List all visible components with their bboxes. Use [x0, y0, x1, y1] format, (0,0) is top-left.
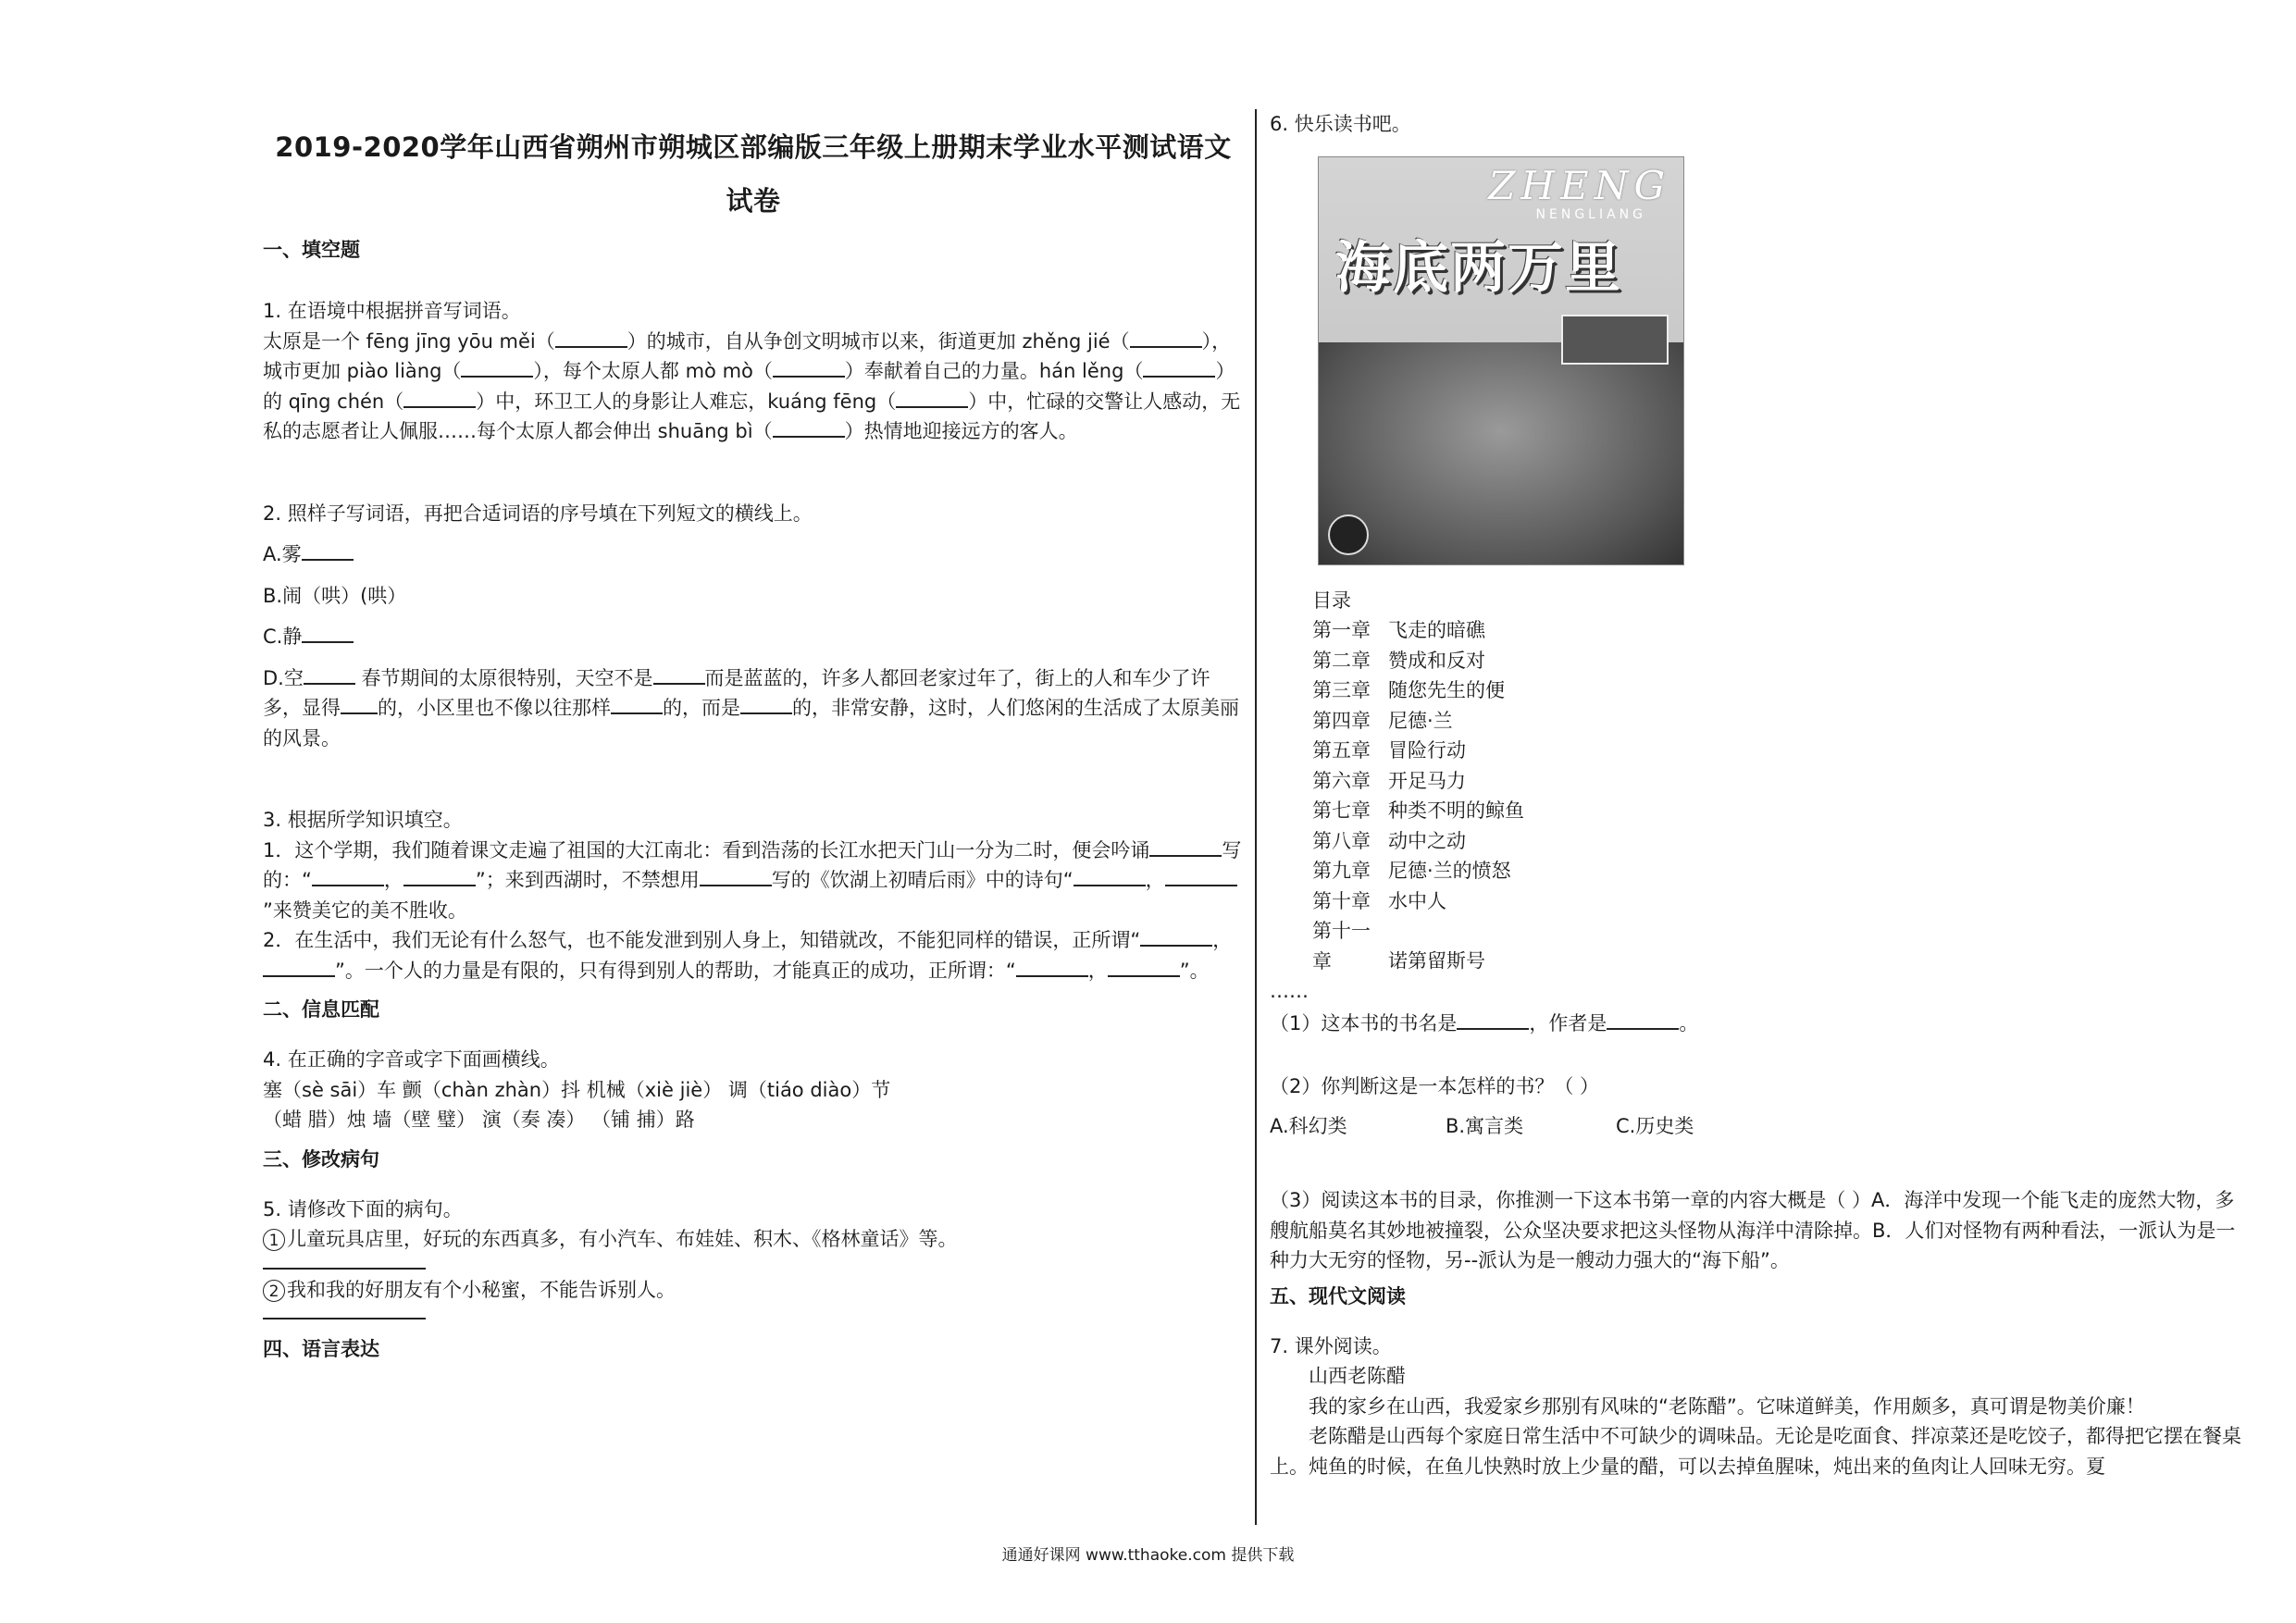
answer-blank[interactable] [1140, 928, 1212, 947]
q1-text: ），每个太原人都 mò mò（ [533, 360, 773, 382]
q3-stem: 3. 根据所学知识填空。 [263, 809, 463, 831]
toc-item [1312, 916, 2251, 976]
option-b[interactable]: B.寓言类 [1446, 1114, 1524, 1137]
answer-blank[interactable] [1149, 838, 1222, 857]
toc-item [1312, 646, 2251, 676]
q5-sentence-1 [263, 1224, 1244, 1255]
chapter-name: 尼德·兰 [1388, 709, 1453, 732]
answer-blank[interactable] [740, 696, 792, 714]
answer-blank[interactable] [1457, 1011, 1529, 1030]
right-column [1270, 109, 2251, 1481]
option-c[interactable]: C.历史类 [1616, 1114, 1694, 1137]
chapter-name: 随您先生的便 [1388, 679, 1505, 701]
q5-text: 我和我的好朋友有个小秘蜜，不能告诉别人。 [287, 1278, 676, 1301]
option-a[interactable]: A.科幻类 [1270, 1114, 1347, 1137]
q2-option-c [263, 622, 1244, 652]
cover-sea-illustration [1319, 342, 1683, 564]
q2-text: 春节期间的太原很特别，天空不是 [354, 666, 653, 689]
q5-sentence-2 [263, 1275, 1244, 1306]
chapter-name: 赞成和反对 [1388, 649, 1485, 672]
chapter-name: 诺第留斯号 [1388, 949, 1485, 973]
chapter-num: 第六章 [1312, 769, 1371, 792]
q3-item-2 [263, 925, 1244, 985]
q6-sub-3: （3）阅读这本书的目录，你推测一下这本书第一章的内容大概是（ ）A．海洋中发现一个能飞走的庞然大物，多艘航船莫名其妙地被撞裂，公众坚决要求把这头怪物从海洋中清除掉。B．人们对怪物有两种看法，一派认为是一种力大无穷的怪物，另--派认为是一艘动力强大的“海下船”。 [1270, 1189, 2236, 1271]
q1-text: ）中，忙碌的交警让人感动，无私的志愿者让人佩服……每个太原人都会伸出 shuāng bì（ [263, 390, 1241, 442]
q2-text: A.雾 [263, 543, 302, 565]
section-fill-blank: 一、填空题 [263, 239, 360, 261]
q6-text: 。 [1679, 1011, 1699, 1035]
toc-item [1312, 675, 2251, 706]
q5-text: 儿童玩具店里，好玩的东西真多，有小汽车、布娃娃、积木、《格林童话》等。 [287, 1228, 958, 1250]
answer-blank[interactable] [1016, 959, 1088, 977]
page-title: 2019-2020学年山西省朔州市朔城区部编版三年级上册期末学业水平测试语文试卷 [275, 131, 1232, 217]
q6-text: （1）这本书的书名是 [1270, 1011, 1458, 1035]
answer-blank[interactable] [896, 390, 968, 408]
chapter-name: 飞走的暗礁 [1388, 619, 1485, 641]
cover-title: 海底两万里 [1335, 235, 1622, 301]
cover-brand: ZHENG [1488, 162, 1670, 208]
toc-label: 目录 [1312, 588, 1351, 612]
q1-stem: 1. 在语境中根据拼音写词语。 [263, 300, 521, 322]
q7-heading: 山西老陈醋 [1309, 1365, 1406, 1387]
q6-stem: 6. 快乐读书吧。 [1270, 113, 1411, 135]
toc-item [1312, 766, 2251, 797]
q6-sub-1 [1270, 1009, 2251, 1039]
q3-text: 写的：“ [263, 838, 1242, 891]
chapter-num: 第八章 [1312, 829, 1371, 852]
answer-blank[interactable] [773, 359, 845, 378]
circled-number: 2 [263, 1280, 285, 1302]
q6-text: ，作者是 [1529, 1011, 1607, 1035]
answer-blank[interactable] [312, 868, 384, 886]
column-divider [1255, 109, 1257, 1525]
publisher-logo-icon [1328, 514, 1369, 555]
q2-text: 的，而是 [663, 697, 740, 719]
answer-blank[interactable] [1074, 868, 1146, 886]
chapter-name: 冒险行动 [1388, 739, 1466, 762]
toc-item [1312, 736, 2251, 766]
q1-text: 太原是一个 fēng jīng yōu měi（ [263, 329, 555, 353]
answer-blank[interactable] [1165, 868, 1237, 886]
q2-option-b: B.闹（哄）(哄） [263, 584, 407, 607]
q1-text: ）奉献着自己的力量。hán lěng（ [844, 360, 1144, 382]
answer-blank[interactable] [1607, 1011, 1679, 1030]
toc-ellipsis: …… [1270, 980, 1309, 1002]
answer-blank[interactable] [302, 625, 354, 643]
answer-blank[interactable] [653, 666, 705, 685]
answer-blank[interactable] [555, 329, 627, 348]
left-column [263, 120, 1244, 1364]
cover-badge [1561, 315, 1669, 365]
q4-line-2: （蜡 腊）烛 墙（壁 璧） 演（奏 凑） （铺 捕）路 [263, 1109, 695, 1131]
book-cover-image [1318, 156, 1684, 565]
chapter-name: 开足马力 [1388, 769, 1466, 792]
q3-text: ， [1145, 869, 1165, 891]
chapter-name: 动中之动 [1388, 829, 1466, 852]
answer-blank[interactable] [461, 359, 533, 378]
q1-text: ）的城市，自从争创文明城市以来，街道更加 zhěng jié [627, 329, 1111, 353]
q3-text: 1．这个学期，我们随着课文走遍了祖国的大江南北：看到浩荡的长江水把天门山一分为二时，便会吟诵 [263, 838, 1150, 861]
chapter-num: 第十一章 [1312, 920, 1371, 973]
q3-text: ， [383, 869, 403, 891]
q1-text: ）中，环卫工人的身影让人难忘，kuáng fēng（ [476, 390, 897, 413]
q7-stem: 7. 课外阅读。 [1270, 1334, 1392, 1357]
q2-text: D.空 [263, 666, 304, 689]
q3-text: ， [1212, 929, 1233, 951]
toc-item [1312, 856, 2251, 886]
chapter-name: 种类不明的鲸鱼 [1388, 799, 1524, 822]
answer-line[interactable] [263, 1318, 426, 1319]
q2-text: C.静 [263, 626, 303, 648]
section-expression: 四、语言表达 [263, 1338, 379, 1360]
toc-item [1312, 886, 2251, 917]
q3-text: 2．在生活中，我们无论有什么怒气，也不能发泄到别人身上，知错就改，不能犯同样的错误，正所谓“ [263, 929, 1141, 951]
chapter-name: 水中人 [1388, 889, 1446, 912]
q3-item-1 [263, 836, 1244, 926]
q7-paragraph-1: 我的家乡在山西，我爱家乡那别有风味的“老陈醋”。它味道鲜美，作用颇多，真可谓是物美价廉！ [1309, 1394, 2145, 1418]
q3-text: ”。 [1179, 959, 1210, 982]
q3-text: 写的《饮湖上初晴后雨》中的诗句“ [771, 869, 1074, 891]
q3-text: ”。一个人的力量是有限的，只有得到别人的帮助，才能真正的成功，正所谓：“ [335, 959, 1016, 982]
chapter-num: 第二章 [1312, 649, 1371, 672]
answer-blank[interactable] [1108, 959, 1180, 977]
q2-text: 的，小区里也不像以往那样 [378, 697, 611, 719]
q1-text: ），城市更加 piào liàng（ [263, 329, 1232, 382]
table-of-contents [1270, 586, 2251, 977]
section-fix-sentence: 三、修改病句 [263, 1147, 379, 1171]
q2-stem: 2. 照样子写词语，再把合适词语的序号填在下列短文的横线上。 [263, 502, 813, 525]
q7-paragraph-2: 老陈醋是山西每个家庭日常生活中不可缺少的调味品。无论是吃面食、拌凉菜还是吃饺子，都得把它摆在餐桌上。炖鱼的时候，在鱼儿快熟时放上少量的醋，可以去掉鱼腥味，炖出来的鱼肉让人回味无穷。夏 [1270, 1425, 2241, 1478]
q2-option-d [263, 663, 1244, 754]
q2-option-a [263, 539, 1244, 570]
answer-blank[interactable] [341, 696, 378, 714]
q6-options [1270, 1111, 2251, 1142]
cover-brand-sub: NENGLIANG [1535, 206, 1646, 222]
section-reading: 五、现代文阅读 [1270, 1284, 1406, 1307]
q1-passage [263, 327, 1244, 447]
chapter-num: 第五章 [1312, 739, 1371, 762]
chapter-num: 第三章 [1312, 679, 1371, 701]
answer-blank[interactable] [263, 959, 335, 977]
q2-text: 而是蓝蓝的，许多人都回老家过年了，街上的人和车少了许多，显得 [263, 666, 1210, 719]
answer-blank[interactable] [403, 868, 476, 886]
section-info-match: 二、信息匹配 [263, 998, 379, 1021]
q2-text: 的，非常安静，这时，人们悠闲的生活成了太原美丽的风景。 [263, 697, 1239, 750]
chapter-num: 第九章 [1312, 860, 1371, 882]
chapter-num: 第七章 [1312, 799, 1371, 822]
q1-text: ）热情地迎接远方的客人。 [844, 420, 1078, 442]
q3-text: ， [1087, 959, 1108, 982]
q1-text: （ [1110, 329, 1130, 353]
q3-text: ”；来到西湖时，不禁想用 [475, 869, 700, 891]
chapter-num: 第四章 [1312, 709, 1371, 732]
q5-stem: 5. 请修改下面的病句。 [263, 1197, 463, 1220]
chapter-num: 第十章 [1312, 889, 1371, 912]
answer-blank[interactable] [611, 696, 663, 714]
answer-line[interactable] [263, 1268, 426, 1270]
circled-number: 1 [263, 1229, 285, 1251]
answer-blank[interactable] [304, 666, 355, 685]
q3-text: ”来赞美它的美不胜收。 [263, 898, 467, 922]
answer-blank[interactable] [1143, 359, 1215, 378]
q4-stem: 4. 在正确的字音或字下面画横线。 [263, 1048, 560, 1071]
answer-blank[interactable] [1130, 329, 1202, 348]
chapter-num: 第一章 [1312, 619, 1371, 641]
toc-item [1312, 826, 2251, 857]
footer-source: 通通好课网 www.tthaoke.com 提供下载 [1001, 1546, 1295, 1565]
toc-item [1312, 615, 2251, 646]
answer-blank[interactable] [773, 419, 845, 438]
q6-sub-2: （2）你判断这是一本怎样的书？（ ） [1270, 1075, 1600, 1097]
toc-item [1312, 796, 2251, 826]
answer-blank[interactable] [700, 868, 772, 886]
answer-blank[interactable] [403, 390, 476, 408]
toc-item [1312, 706, 2251, 737]
answer-blank[interactable] [302, 542, 354, 561]
chapter-name: 尼德·兰的愤怒 [1388, 860, 1511, 882]
q4-line-1: 塞（sè sāi）车 颤（chàn zhàn）抖 机械（xiè jiè） 调（tiáo diào）节 [263, 1078, 891, 1101]
q1-text: ）的 qīng chén（ [263, 360, 1235, 413]
